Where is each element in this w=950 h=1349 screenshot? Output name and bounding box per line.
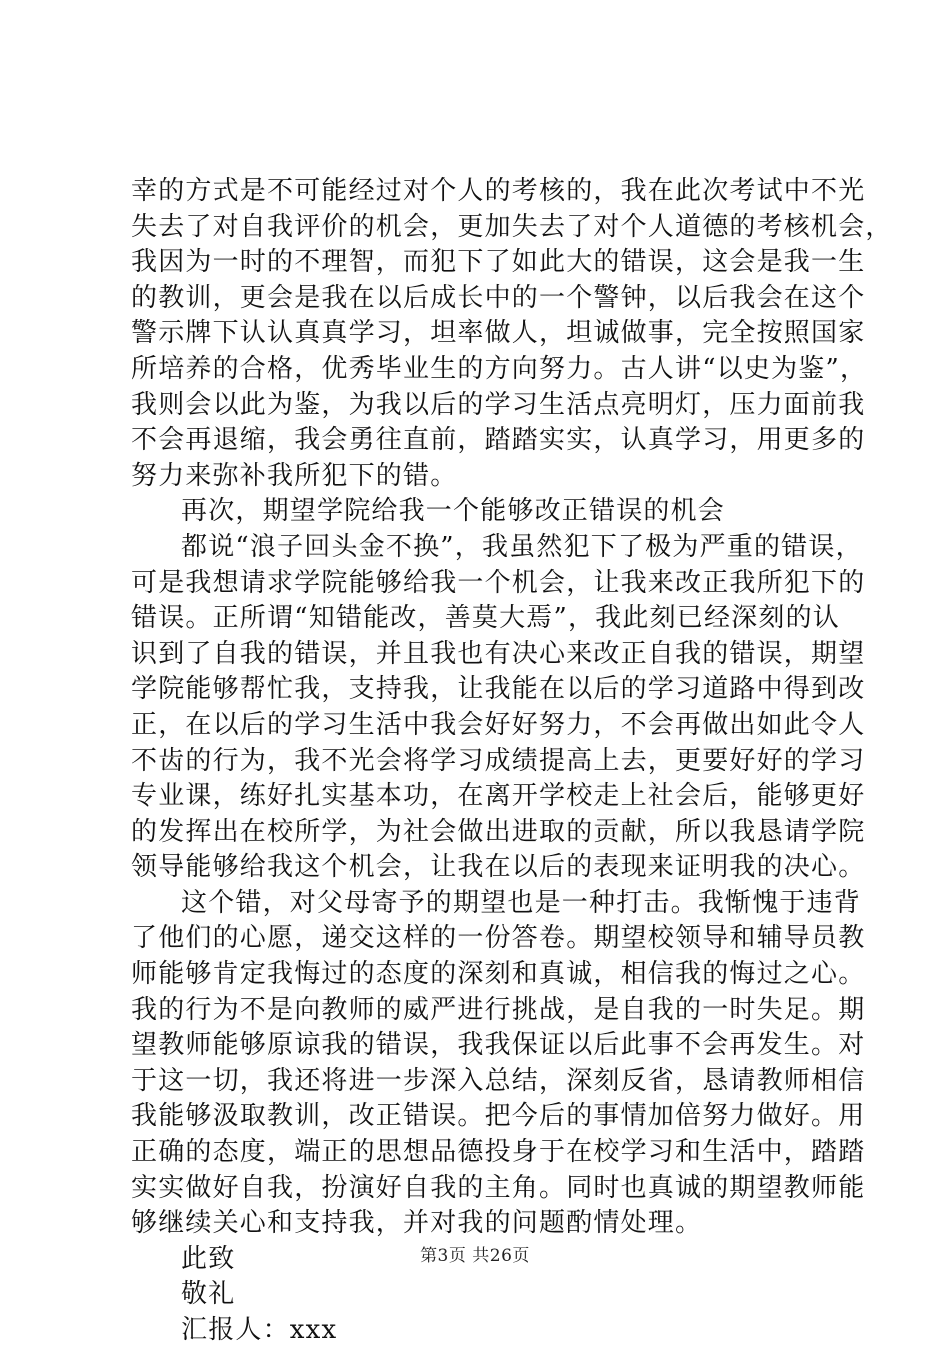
text-line: 不齿的行为，我不光会将学习成绩提高上去，更要好好的学习 xyxy=(131,745,866,776)
text-line: 可是我想请求学院能够给我一个机会，让我来改正我所犯下的 xyxy=(131,567,866,598)
paragraph-start-line: 再次，期望学院给我一个能够改正错误的机会 xyxy=(181,496,726,527)
text-line: 我能够汲取教训，改正错误。把今后的事情加倍努力做好。用 xyxy=(131,1101,866,1132)
text-line: 努力来弥补我所犯下的错。 xyxy=(131,460,458,491)
page-number-footer: 第3页 共26页 xyxy=(420,1246,530,1266)
text-line: 我则会以此为鉴，为我以后的学习生活点亮明灯，压力面前我 xyxy=(131,389,866,420)
document-body xyxy=(131,174,893,1349)
text-line: 领导能够给我这个机会，让我在以后的表现来证明我的决心。 xyxy=(131,852,866,883)
text-line: 正，在以后的学习生活中我会好好努力，不会再做出如此令人 xyxy=(131,709,866,740)
text-line: 专业课，练好扎实基本功，在离开学校走上社会后，能够更好 xyxy=(131,781,866,812)
text-line: 我的行为不是向教师的威严进行挑战，是自我的一时失足。期 xyxy=(131,994,866,1025)
text-line: 错误。正所谓“知错能改，善莫大焉”，我此刻已经深刻的认 xyxy=(131,603,840,634)
text-line: 识到了自我的错误，并且我也有决心来改正自我的错误，期望 xyxy=(131,638,866,669)
text-line: 不会再退缩，我会勇往直前，踏踏实实，认真学习，用更多的 xyxy=(131,425,866,456)
text-line: 学院能够帮忙我，支持我，让我能在以后的学习道路中得到改 xyxy=(131,674,866,705)
text-line: 警示牌下认认真真学习，坦率做人，坦诚做事，完全按照国家 xyxy=(131,318,866,349)
text-line: 的教训，更会是我在以后成长中的一个警钟，以后我会在这个 xyxy=(131,282,866,313)
text-line: 望教师能够原谅我的错误，我我保证以后此事不会再发生。对 xyxy=(131,1030,866,1061)
text-line: 我因为一时的不理智，而犯下了如此大的错误，这会是我一生 xyxy=(131,247,866,278)
closing-regards: 敬礼 xyxy=(181,1279,236,1310)
text-line: 的发挥出在校所学，为社会做出进取的贡献，所以我恳请学院 xyxy=(131,816,866,847)
paragraph-start-line: 这个错，对父母寄予的期望也是一种打击。我惭愧于违背 xyxy=(181,887,862,918)
paragraph-start-line: 都说“浪子回头金不换”，我虽然犯下了极为严重的错误， xyxy=(181,531,863,562)
text-line: 幸的方式是不可能经过对个人的考核的，我在此次考试中不光 xyxy=(131,176,866,206)
text-line: 够继续关心和支持我，并对我的问题酌情处理。 xyxy=(131,1208,703,1239)
text-line: 了他们的心愿，递交这样的一份答卷。期望校领导和辅导员教 xyxy=(131,923,866,954)
text-line: 师能够肯定我悔过的态度的深刻和真诚，相信我的悔过之心。 xyxy=(131,959,866,990)
text-line: 正确的态度，端正的思想品德投身于在校学习和生活中，踏踏 xyxy=(131,1137,866,1168)
text-line: 失去了对自我评价的机会，更加失去了对个人道德的考核机会， xyxy=(131,211,893,242)
signature-line: 汇报人：xxx xyxy=(181,1315,338,1345)
text-line: 所培养的合格，优秀毕业生的方向努力。古人讲“以史为鉴”， xyxy=(131,353,868,384)
closing-salutation: 此致 xyxy=(181,1243,236,1274)
text-line: 实实做好自我，扮演好自我的主角。同时也真诚的期望教师能 xyxy=(131,1172,866,1203)
text-line: 于这一切，我还将进一步深入总结，深刻反省，恳请教师相信 xyxy=(131,1065,866,1096)
